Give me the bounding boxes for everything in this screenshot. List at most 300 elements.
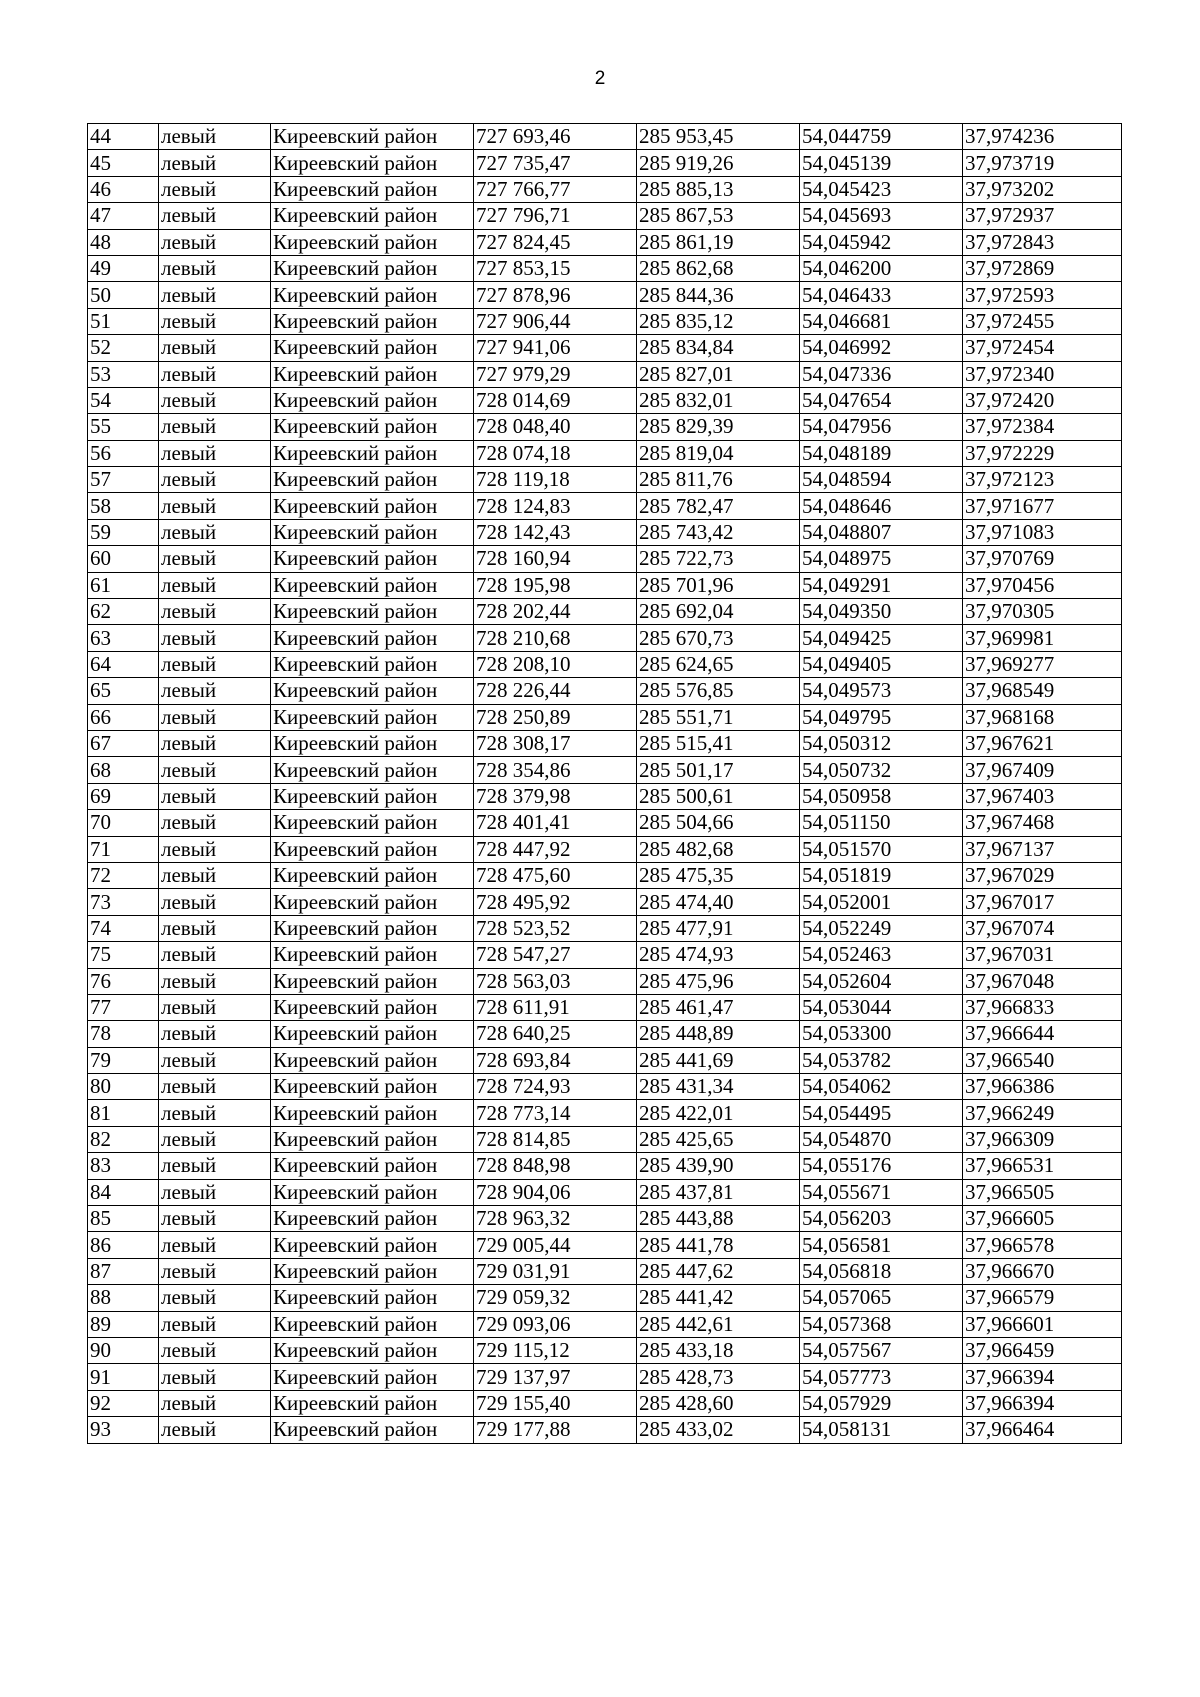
- x-coordinate-cell: 728 048,40: [474, 414, 637, 440]
- district-cell: Киреевский район: [271, 1153, 474, 1179]
- latitude-cell: 54,051819: [800, 862, 963, 888]
- bank-side-cell: левый: [159, 1047, 271, 1073]
- x-coordinate-cell: 728 563,03: [474, 968, 637, 994]
- table-row: [88, 203, 1122, 229]
- latitude-cell: 54,056203: [800, 1206, 963, 1232]
- y-coordinate-cell: 285 835,12: [637, 308, 800, 334]
- coordinates-table-body: [88, 124, 1122, 1444]
- latitude-cell: 54,050958: [800, 783, 963, 809]
- bank-side-cell: левый: [159, 704, 271, 730]
- district-cell: Киреевский район: [271, 519, 474, 545]
- district-cell: Киреевский район: [271, 783, 474, 809]
- bank-side-cell: левый: [159, 1311, 271, 1337]
- district-cell: Киреевский район: [271, 1074, 474, 1100]
- bank-side-cell: левый: [159, 1232, 271, 1258]
- y-coordinate-cell: 285 701,96: [637, 572, 800, 598]
- page-number: 2: [594, 68, 606, 89]
- x-coordinate-cell: 728 142,43: [474, 519, 637, 545]
- longitude-cell: 37,972123: [963, 467, 1122, 493]
- district-cell: Киреевский район: [271, 1126, 474, 1152]
- table-row: [88, 1364, 1122, 1390]
- point-number-cell: 78: [88, 1021, 159, 1047]
- bank-side-cell: левый: [159, 440, 271, 466]
- latitude-cell: 54,054495: [800, 1100, 963, 1126]
- bank-side-cell: левый: [159, 387, 271, 413]
- x-coordinate-cell: 727 766,77: [474, 176, 637, 202]
- point-number-cell: 81: [88, 1100, 159, 1126]
- point-number-cell: 88: [88, 1285, 159, 1311]
- district-cell: Киреевский район: [271, 1021, 474, 1047]
- x-coordinate-cell: 728 963,32: [474, 1206, 637, 1232]
- latitude-cell: 54,049573: [800, 678, 963, 704]
- point-number-cell: 70: [88, 810, 159, 836]
- table-row: [88, 308, 1122, 334]
- point-number-cell: 67: [88, 730, 159, 756]
- longitude-cell: 37,967048: [963, 968, 1122, 994]
- district-cell: Киреевский район: [271, 203, 474, 229]
- bank-side-cell: левый: [159, 862, 271, 888]
- district-cell: Киреевский район: [271, 1311, 474, 1337]
- longitude-cell: 37,966644: [963, 1021, 1122, 1047]
- district-cell: Киреевский район: [271, 678, 474, 704]
- district-cell: Киреевский район: [271, 1206, 474, 1232]
- y-coordinate-cell: 285 515,41: [637, 730, 800, 756]
- bank-side-cell: левый: [159, 1417, 271, 1443]
- longitude-cell: 37,966670: [963, 1258, 1122, 1284]
- latitude-cell: 54,055176: [800, 1153, 963, 1179]
- y-coordinate-cell: 285 829,39: [637, 414, 800, 440]
- district-cell: Киреевский район: [271, 150, 474, 176]
- bank-side-cell: левый: [159, 124, 271, 150]
- y-coordinate-cell: 285 474,93: [637, 942, 800, 968]
- x-coordinate-cell: 728 693,84: [474, 1047, 637, 1073]
- district-cell: Киреевский район: [271, 282, 474, 308]
- district-cell: Киреевский район: [271, 1417, 474, 1443]
- x-coordinate-cell: 728 354,86: [474, 757, 637, 783]
- latitude-cell: 54,052463: [800, 942, 963, 968]
- y-coordinate-cell: 285 827,01: [637, 361, 800, 387]
- district-cell: Киреевский район: [271, 1179, 474, 1205]
- longitude-cell: 37,966833: [963, 994, 1122, 1020]
- point-number-cell: 52: [88, 335, 159, 361]
- longitude-cell: 37,970305: [963, 599, 1122, 625]
- latitude-cell: 54,047654: [800, 387, 963, 413]
- latitude-cell: 54,057065: [800, 1285, 963, 1311]
- latitude-cell: 54,051570: [800, 836, 963, 862]
- district-cell: Киреевский район: [271, 335, 474, 361]
- district-cell: Киреевский район: [271, 1285, 474, 1311]
- longitude-cell: 37,971083: [963, 519, 1122, 545]
- point-number-cell: 44: [88, 124, 159, 150]
- x-coordinate-cell: 728 014,69: [474, 387, 637, 413]
- point-number-cell: 62: [88, 599, 159, 625]
- latitude-cell: 54,048189: [800, 440, 963, 466]
- x-coordinate-cell: 727 693,46: [474, 124, 637, 150]
- table-row: [88, 1232, 1122, 1258]
- table-row: [88, 1417, 1122, 1443]
- table-row: [88, 1311, 1122, 1337]
- latitude-cell: 54,046433: [800, 282, 963, 308]
- y-coordinate-cell: 285 441,78: [637, 1232, 800, 1258]
- bank-side-cell: левый: [159, 519, 271, 545]
- longitude-cell: 37,967031: [963, 942, 1122, 968]
- longitude-cell: 37,966459: [963, 1337, 1122, 1363]
- longitude-cell: 37,967017: [963, 889, 1122, 915]
- y-coordinate-cell: 285 919,26: [637, 150, 800, 176]
- point-number-cell: 89: [88, 1311, 159, 1337]
- district-cell: Киреевский район: [271, 176, 474, 202]
- y-coordinate-cell: 285 861,19: [637, 229, 800, 255]
- y-coordinate-cell: 285 862,68: [637, 255, 800, 281]
- longitude-cell: 37,972937: [963, 203, 1122, 229]
- point-number-cell: 69: [88, 783, 159, 809]
- table-row: [88, 942, 1122, 968]
- table-row: [88, 176, 1122, 202]
- y-coordinate-cell: 285 500,61: [637, 783, 800, 809]
- table-row: [88, 968, 1122, 994]
- bank-side-cell: левый: [159, 335, 271, 361]
- y-coordinate-cell: 285 885,13: [637, 176, 800, 202]
- table-row: [88, 1153, 1122, 1179]
- latitude-cell: 54,055671: [800, 1179, 963, 1205]
- x-coordinate-cell: 728 724,93: [474, 1074, 637, 1100]
- table-row: [88, 1337, 1122, 1363]
- y-coordinate-cell: 285 437,81: [637, 1179, 800, 1205]
- point-number-cell: 82: [88, 1126, 159, 1152]
- latitude-cell: 54,057773: [800, 1364, 963, 1390]
- x-coordinate-cell: 728 904,06: [474, 1179, 637, 1205]
- table-row: [88, 335, 1122, 361]
- district-cell: Киреевский район: [271, 308, 474, 334]
- longitude-cell: 37,974236: [963, 124, 1122, 150]
- longitude-cell: 37,972384: [963, 414, 1122, 440]
- latitude-cell: 54,046992: [800, 335, 963, 361]
- district-cell: Киреевский район: [271, 757, 474, 783]
- district-cell: Киреевский район: [271, 704, 474, 730]
- x-coordinate-cell: 727 824,45: [474, 229, 637, 255]
- x-coordinate-cell: 729 059,32: [474, 1285, 637, 1311]
- district-cell: Киреевский район: [271, 968, 474, 994]
- table-row: [88, 1074, 1122, 1100]
- table-row: [88, 1021, 1122, 1047]
- bank-side-cell: левый: [159, 150, 271, 176]
- x-coordinate-cell: 728 475,60: [474, 862, 637, 888]
- x-coordinate-cell: 729 115,12: [474, 1337, 637, 1363]
- longitude-cell: 37,966578: [963, 1232, 1122, 1258]
- point-number-cell: 76: [88, 968, 159, 994]
- district-cell: Киреевский район: [271, 599, 474, 625]
- latitude-cell: 54,049350: [800, 599, 963, 625]
- x-coordinate-cell: 728 547,27: [474, 942, 637, 968]
- latitude-cell: 54,052604: [800, 968, 963, 994]
- longitude-cell: 37,970769: [963, 546, 1122, 572]
- latitude-cell: 54,054062: [800, 1074, 963, 1100]
- longitude-cell: 37,972593: [963, 282, 1122, 308]
- latitude-cell: 54,057567: [800, 1337, 963, 1363]
- point-number-cell: 85: [88, 1206, 159, 1232]
- x-coordinate-cell: 728 210,68: [474, 625, 637, 651]
- table-row: [88, 387, 1122, 413]
- latitude-cell: 54,044759: [800, 124, 963, 150]
- x-coordinate-cell: 728 226,44: [474, 678, 637, 704]
- x-coordinate-cell: 727 941,06: [474, 335, 637, 361]
- bank-side-cell: левый: [159, 203, 271, 229]
- table-row: [88, 915, 1122, 941]
- table-row: [88, 625, 1122, 651]
- x-coordinate-cell: 728 250,89: [474, 704, 637, 730]
- point-number-cell: 91: [88, 1364, 159, 1390]
- point-number-cell: 48: [88, 229, 159, 255]
- longitude-cell: 37,972843: [963, 229, 1122, 255]
- bank-side-cell: левый: [159, 757, 271, 783]
- latitude-cell: 54,054870: [800, 1126, 963, 1152]
- latitude-cell: 54,045942: [800, 229, 963, 255]
- table-row: [88, 124, 1122, 150]
- y-coordinate-cell: 285 431,34: [637, 1074, 800, 1100]
- point-number-cell: 61: [88, 572, 159, 598]
- district-cell: Киреевский район: [271, 493, 474, 519]
- latitude-cell: 54,048807: [800, 519, 963, 545]
- longitude-cell: 37,969981: [963, 625, 1122, 651]
- table-row: [88, 440, 1122, 466]
- y-coordinate-cell: 285 743,42: [637, 519, 800, 545]
- table-row: [88, 493, 1122, 519]
- y-coordinate-cell: 285 867,53: [637, 203, 800, 229]
- district-cell: Киреевский район: [271, 942, 474, 968]
- bank-side-cell: левый: [159, 1285, 271, 1311]
- district-cell: Киреевский район: [271, 1337, 474, 1363]
- x-coordinate-cell: 728 308,17: [474, 730, 637, 756]
- longitude-cell: 37,971677: [963, 493, 1122, 519]
- x-coordinate-cell: 728 074,18: [474, 440, 637, 466]
- y-coordinate-cell: 285 482,68: [637, 836, 800, 862]
- x-coordinate-cell: 728 195,98: [474, 572, 637, 598]
- y-coordinate-cell: 285 441,69: [637, 1047, 800, 1073]
- longitude-cell: 37,967621: [963, 730, 1122, 756]
- bank-side-cell: левый: [159, 651, 271, 677]
- y-coordinate-cell: 285 670,73: [637, 625, 800, 651]
- bank-side-cell: левый: [159, 599, 271, 625]
- point-number-cell: 75: [88, 942, 159, 968]
- longitude-cell: 37,967468: [963, 810, 1122, 836]
- table-row: [88, 414, 1122, 440]
- x-coordinate-cell: 728 848,98: [474, 1153, 637, 1179]
- x-coordinate-cell: 729 177,88: [474, 1417, 637, 1443]
- latitude-cell: 54,053300: [800, 1021, 963, 1047]
- longitude-cell: 37,966579: [963, 1285, 1122, 1311]
- bank-side-cell: левый: [159, 783, 271, 809]
- table-row: [88, 1179, 1122, 1205]
- longitude-cell: 37,966601: [963, 1311, 1122, 1337]
- y-coordinate-cell: 285 441,42: [637, 1285, 800, 1311]
- point-number-cell: 66: [88, 704, 159, 730]
- table-row: [88, 994, 1122, 1020]
- bank-side-cell: левый: [159, 915, 271, 941]
- point-number-cell: 54: [88, 387, 159, 413]
- district-cell: Киреевский район: [271, 730, 474, 756]
- y-coordinate-cell: 285 439,90: [637, 1153, 800, 1179]
- y-coordinate-cell: 285 442,61: [637, 1311, 800, 1337]
- table-row: [88, 1047, 1122, 1073]
- table-row: [88, 519, 1122, 545]
- district-cell: Киреевский район: [271, 572, 474, 598]
- longitude-cell: 37,967074: [963, 915, 1122, 941]
- x-coordinate-cell: 728 124,83: [474, 493, 637, 519]
- table-row: [88, 1206, 1122, 1232]
- latitude-cell: 54,049425: [800, 625, 963, 651]
- point-number-cell: 90: [88, 1337, 159, 1363]
- x-coordinate-cell: 728 611,91: [474, 994, 637, 1020]
- x-coordinate-cell: 729 155,40: [474, 1390, 637, 1416]
- latitude-cell: 54,057929: [800, 1390, 963, 1416]
- district-cell: Киреевский район: [271, 810, 474, 836]
- table-row: [88, 1126, 1122, 1152]
- y-coordinate-cell: 285 425,65: [637, 1126, 800, 1152]
- point-number-cell: 79: [88, 1047, 159, 1073]
- latitude-cell: 54,048594: [800, 467, 963, 493]
- table-row: [88, 889, 1122, 915]
- y-coordinate-cell: 285 576,85: [637, 678, 800, 704]
- district-cell: Киреевский район: [271, 889, 474, 915]
- x-coordinate-cell: 728 814,85: [474, 1126, 637, 1152]
- y-coordinate-cell: 285 448,89: [637, 1021, 800, 1047]
- latitude-cell: 54,053044: [800, 994, 963, 1020]
- latitude-cell: 54,052249: [800, 915, 963, 941]
- table-row: [88, 229, 1122, 255]
- y-coordinate-cell: 285 692,04: [637, 599, 800, 625]
- longitude-cell: 37,970456: [963, 572, 1122, 598]
- table-row: [88, 1100, 1122, 1126]
- district-cell: Киреевский район: [271, 994, 474, 1020]
- bank-side-cell: левый: [159, 994, 271, 1020]
- point-number-cell: 65: [88, 678, 159, 704]
- district-cell: Киреевский район: [271, 651, 474, 677]
- point-number-cell: 71: [88, 836, 159, 862]
- district-cell: Киреевский район: [271, 1232, 474, 1258]
- latitude-cell: 54,046200: [800, 255, 963, 281]
- y-coordinate-cell: 285 475,96: [637, 968, 800, 994]
- x-coordinate-cell: 728 401,41: [474, 810, 637, 836]
- x-coordinate-cell: 728 447,92: [474, 836, 637, 862]
- bank-side-cell: левый: [159, 1100, 271, 1126]
- y-coordinate-cell: 285 624,65: [637, 651, 800, 677]
- longitude-cell: 37,967137: [963, 836, 1122, 862]
- y-coordinate-cell: 285 443,88: [637, 1206, 800, 1232]
- latitude-cell: 54,057368: [800, 1311, 963, 1337]
- point-number-cell: 74: [88, 915, 159, 941]
- bank-side-cell: левый: [159, 1021, 271, 1047]
- y-coordinate-cell: 285 475,35: [637, 862, 800, 888]
- bank-side-cell: левый: [159, 1337, 271, 1363]
- bank-side-cell: левый: [159, 1390, 271, 1416]
- y-coordinate-cell: 285 844,36: [637, 282, 800, 308]
- point-number-cell: 68: [88, 757, 159, 783]
- longitude-cell: 37,972455: [963, 308, 1122, 334]
- district-cell: Киреевский район: [271, 546, 474, 572]
- y-coordinate-cell: 285 477,91: [637, 915, 800, 941]
- x-coordinate-cell: 729 137,97: [474, 1364, 637, 1390]
- point-number-cell: 56: [88, 440, 159, 466]
- longitude-cell: 37,966531: [963, 1153, 1122, 1179]
- x-coordinate-cell: 729 031,91: [474, 1258, 637, 1284]
- table-row: [88, 678, 1122, 704]
- latitude-cell: 54,045693: [800, 203, 963, 229]
- table-row: [88, 255, 1122, 281]
- bank-side-cell: левый: [159, 968, 271, 994]
- point-number-cell: 84: [88, 1179, 159, 1205]
- table-row: [88, 467, 1122, 493]
- latitude-cell: 54,045423: [800, 176, 963, 202]
- district-cell: Киреевский район: [271, 915, 474, 941]
- point-number-cell: 60: [88, 546, 159, 572]
- x-coordinate-cell: 728 379,98: [474, 783, 637, 809]
- longitude-cell: 37,973719: [963, 150, 1122, 176]
- x-coordinate-cell: 727 878,96: [474, 282, 637, 308]
- district-cell: Киреевский район: [271, 255, 474, 281]
- y-coordinate-cell: 285 722,73: [637, 546, 800, 572]
- point-number-cell: 58: [88, 493, 159, 519]
- bank-side-cell: левый: [159, 810, 271, 836]
- x-coordinate-cell: 727 906,44: [474, 308, 637, 334]
- table-row: [88, 1285, 1122, 1311]
- point-number-cell: 87: [88, 1258, 159, 1284]
- x-coordinate-cell: 729 005,44: [474, 1232, 637, 1258]
- district-cell: Киреевский район: [271, 625, 474, 651]
- latitude-cell: 54,051150: [800, 810, 963, 836]
- bank-side-cell: левый: [159, 176, 271, 202]
- district-cell: Киреевский район: [271, 1364, 474, 1390]
- x-coordinate-cell: 729 093,06: [474, 1311, 637, 1337]
- latitude-cell: 54,058131: [800, 1417, 963, 1443]
- bank-side-cell: левый: [159, 678, 271, 704]
- x-coordinate-cell: 728 523,52: [474, 915, 637, 941]
- longitude-cell: 37,972420: [963, 387, 1122, 413]
- longitude-cell: 37,966605: [963, 1206, 1122, 1232]
- latitude-cell: 54,049291: [800, 572, 963, 598]
- table-row: [88, 572, 1122, 598]
- y-coordinate-cell: 285 433,18: [637, 1337, 800, 1363]
- y-coordinate-cell: 285 953,45: [637, 124, 800, 150]
- point-number-cell: 77: [88, 994, 159, 1020]
- x-coordinate-cell: 727 735,47: [474, 150, 637, 176]
- bank-side-cell: левый: [159, 836, 271, 862]
- district-cell: Киреевский район: [271, 836, 474, 862]
- y-coordinate-cell: 285 474,40: [637, 889, 800, 915]
- latitude-cell: 54,050312: [800, 730, 963, 756]
- latitude-cell: 54,053782: [800, 1047, 963, 1073]
- table-row: [88, 836, 1122, 862]
- bank-side-cell: левый: [159, 493, 271, 519]
- longitude-cell: 37,972340: [963, 361, 1122, 387]
- point-number-cell: 59: [88, 519, 159, 545]
- latitude-cell: 54,045139: [800, 150, 963, 176]
- point-number-cell: 55: [88, 414, 159, 440]
- y-coordinate-cell: 285 428,60: [637, 1390, 800, 1416]
- bank-side-cell: левый: [159, 1258, 271, 1284]
- point-number-cell: 49: [88, 255, 159, 281]
- table-row: [88, 757, 1122, 783]
- district-cell: Киреевский район: [271, 124, 474, 150]
- point-number-cell: 63: [88, 625, 159, 651]
- district-cell: Киреевский район: [271, 1390, 474, 1416]
- point-number-cell: 73: [88, 889, 159, 915]
- longitude-cell: 37,966464: [963, 1417, 1122, 1443]
- longitude-cell: 37,966394: [963, 1364, 1122, 1390]
- point-number-cell: 51: [88, 308, 159, 334]
- y-coordinate-cell: 285 504,66: [637, 810, 800, 836]
- latitude-cell: 54,047336: [800, 361, 963, 387]
- bank-side-cell: левый: [159, 282, 271, 308]
